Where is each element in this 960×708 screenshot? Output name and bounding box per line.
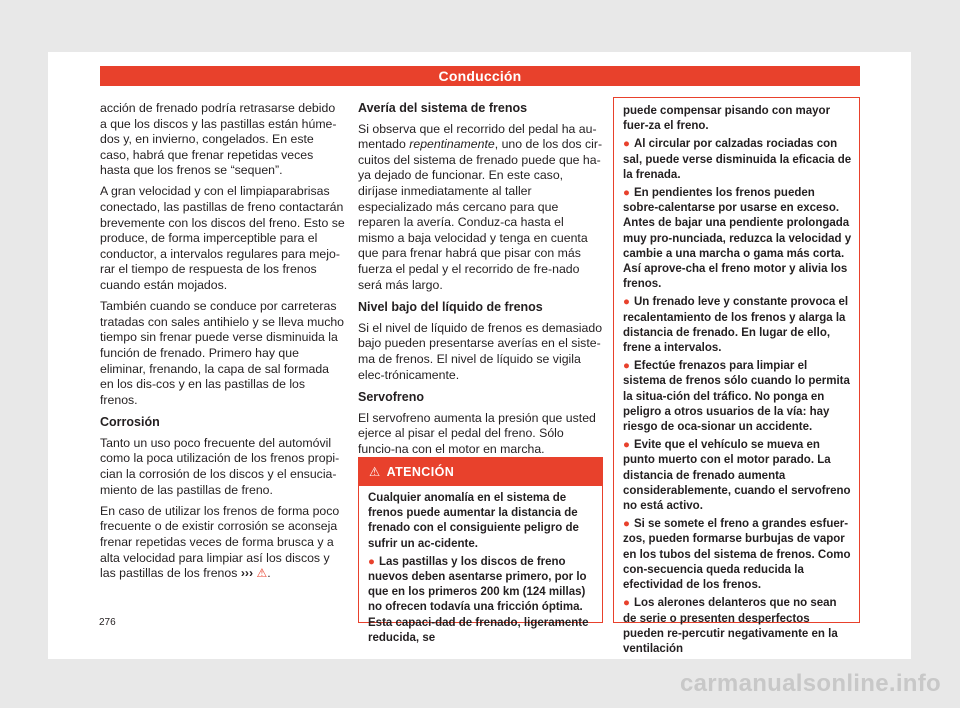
- bullet-icon: ●: [368, 555, 375, 568]
- paragraph: A gran velocidad y con el limpiaparabrisas conectado, las pastillas de freno contactarán brevemente con los discos del freno. Esto se produce, de forma imperceptible para el conductor, a intervalos regulares para mejo-rar el tiempo de respuesta de los frenos cuando están mojados.: [100, 184, 345, 293]
- paragraph: Tanto un uso poco frecuente del automóvil como la poca utilización de los frenos propi-cian la corrosión de los discos y el ensucia-miento de las pastillas de freno.: [100, 435, 340, 497]
- warning-triangle-icon: ⚠: [369, 465, 381, 479]
- heading-brake-failure: Avería del sistema de frenos: [358, 101, 528, 115]
- paragraph: También cuando se conduce por carreteras tratadas con sales antihielo y se lleva mucho tiempo sin frenar puede verse disminuida la función de frenado. Primero hay que eliminar, frenando, la capa de sal formada en los dis-cos y en las pastillas de los frenos.: [100, 299, 345, 407]
- paragraph-text: En caso de utilizar los frenos de forma poco frecuente o de existir corrosión se aconseja frenar repetidas veces de forma brusca y a alta velocidad para limpiar así los discos y las pastillas de los frenos: [100, 503, 340, 581]
- paragraph: [358, 122, 603, 294]
- warning-bullet-item: [623, 186, 853, 292]
- bullet-icon: ●: [623, 360, 630, 373]
- heading-brake-fluid: Nivel bajo del líquido de frenos: [358, 300, 543, 315]
- bullet-text: Evite que el vehículo se mueva en punto muerto con el motor parado. La distancia de frenado aumenta considerablemente, cuando el servofreno no está activo.: [623, 439, 851, 513]
- warning-box: [358, 457, 603, 644]
- bullet-text: Efectúe frenazos para limpiar el sistema de frenos sólo cuando lo permita la situa-ción del tráfico. No ponga en peligro a otros usuarios de la vía: hay riesgo de oca-sionar un accidente.: [623, 360, 850, 434]
- warning-bullet-item: [368, 555, 594, 646]
- page-number: 276: [99, 617, 116, 628]
- warning-body: [359, 486, 602, 646]
- emphasis-text: repentinamente: [409, 137, 495, 152]
- warning-icon[interactable]: ⚠: [256, 566, 268, 581]
- bullet-icon: ●: [623, 138, 630, 151]
- bullet-icon: ●: [623, 597, 630, 610]
- warning-continuation-box: [613, 97, 860, 655]
- text-column-left: [100, 101, 345, 587]
- bullet-icon: ●: [623, 296, 630, 309]
- bullet-text: En pendientes los frenos pueden sobre-calentarse por usarse en exceso. Antes de bajar una pendiente prolongada muy pro-nunciada, reduzca la velocidad y cambie a una marcha o gama más corta. Así aprove-cha el freno motor y alivia los frenos.: [623, 187, 852, 291]
- section-title: Conducción: [438, 68, 522, 84]
- warning-bullet-item: [623, 596, 853, 657]
- warning-bullet-item: [623, 295, 853, 356]
- paragraph-text: , uno de los dos cir-cuitos del sistema de frenado puede que ha-ya dejado de funcionar. En este caso, diríjase inmediatamente al taller especializado más cercano para que reparen la avería. Conduz-ca hasta el mismo a baja velocidad y tenga en cuenta que para frenar habrá que pisar con más fuerza el pedal y el recorrido de fre-nado será más largo.: [358, 137, 603, 292]
- paragraph-text: Si observa que el recorrido del pedal ha au-mentado: [358, 121, 597, 152]
- bullet-icon: ●: [623, 518, 630, 531]
- heading-servo: Servofreno: [358, 390, 424, 405]
- bullet-text: Los alerones delanteros que no sean de serie o presenten desperfectos pueden re-percutir negativamente en la ventilación: [623, 597, 838, 655]
- section-header: [100, 66, 860, 86]
- paragraph: Si el nivel de líquido de frenos es demasiado bajo pueden presentarse averías en el siste-ma de frenos. El nivel de líquido se vigila elec-trónicamente.: [358, 320, 603, 382]
- warning-bullet-item: [623, 359, 853, 435]
- warning-title-bar: [359, 458, 602, 486]
- paragraph: acción de frenado podría retrasarse debido a que los discos y las pastillas están húme-dos y, en invierno, congelados. En este caso, habrá que frenar repetidas veces hasta que los frenos se “sequen”.: [100, 101, 337, 178]
- warning-paragraph: puede compensar pisando con mayor fuer-za el freno.: [623, 105, 831, 133]
- watermark: carmanualsonline.info: [680, 670, 942, 697]
- warning-bullet-item: [623, 137, 853, 183]
- bullet-icon: ●: [623, 439, 630, 452]
- paragraph: El servofreno aumenta la presión que usted ejerce al pisar el pedal del freno. Sólo funcio-na con el motor en marcha.: [358, 410, 596, 456]
- bullet-text: Las pastillas y los discos de freno nuevos deben asentarse primero, por lo que en los primeros 200 km (124 millas) no ofrecen todavía una fricción óptima. Esta capaci-dad de frenado, ligeramente reducida, se: [368, 555, 589, 644]
- bullet-text: Al circular por calzadas rociadas con sal, puede verse disminuida la eficacia de la frenada.: [623, 138, 852, 181]
- text-column-middle: [358, 101, 603, 463]
- bullet-text: Si se somete el freno a grandes esfuer-zos, pueden formarse burbujas de vapor en los tubos del sistema de frenos. Como con-secuencia queda reducida la efectividad de los frenos.: [623, 518, 851, 592]
- period: .: [267, 566, 271, 581]
- continue-arrows[interactable]: ›››: [240, 566, 254, 581]
- heading-corrosion: Corrosión: [100, 415, 160, 430]
- bullet-icon: ●: [623, 187, 630, 200]
- bullet-text: Un frenado leve y constante provoca el recalentamiento de los frenos y alarga la distancia de frenado. En lugar de ello, frene a intervalos.: [623, 296, 849, 355]
- warning-title: ATENCIÓN: [386, 465, 455, 479]
- warning-bullet-item: [623, 517, 853, 593]
- warning-paragraph: Cualquier anomalía en el sistema de frenos puede aumentar la distancia de frenado con el consiguiente peligro de sufrir un ac-cidente.: [368, 492, 579, 550]
- warning-bullet-item: [623, 438, 853, 514]
- paragraph: [100, 504, 345, 582]
